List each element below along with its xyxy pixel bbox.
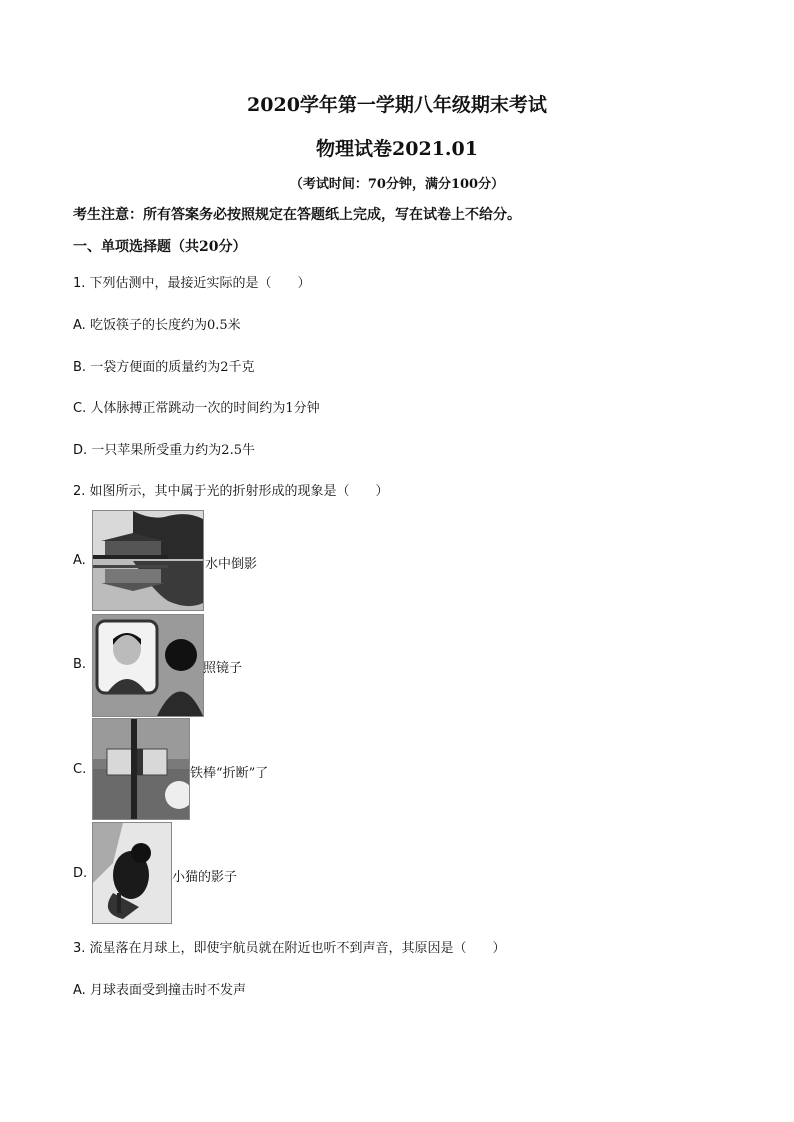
mirror-image (92, 614, 204, 717)
question-2-option-a-letter: A. (73, 553, 86, 568)
option-d-caption: 小猫的影子 (172, 870, 238, 885)
pavilion-reflection-image (92, 510, 204, 611)
exam-duration-info: （考试时间：70分钟，满分100分） (289, 177, 505, 192)
question-3-option-a (73, 979, 246, 998)
bent-rod-image (92, 718, 190, 820)
option-text: 月球表面受到撞击时不发声 (89, 983, 246, 998)
option-text: 人体脉搏正常跳动一次的时间约为1分钟 (90, 401, 320, 416)
candidate-notice: 考生注意：所有答案务必按照规定在答题纸上完成，写在试卷上不给分。 (73, 207, 521, 223)
question-1-option-d (73, 439, 255, 458)
option-b-caption: 照镜子 (203, 661, 243, 676)
question-3-stem (73, 937, 506, 956)
exam-title: 2020学年第一学期八年级期末考试 (247, 94, 547, 116)
option-c-caption: 铁棒“折断”了 (190, 766, 269, 781)
option-text: 一只苹果所受重力约为2.5牛 (91, 443, 255, 458)
question-2-option-c-letter: C. (73, 762, 87, 777)
question-1-option-a (73, 314, 241, 333)
question-1-stem (73, 272, 311, 291)
question-number: 2. (73, 484, 86, 499)
option-a-caption: 水中倒影 (205, 557, 258, 572)
question-2-stem (73, 480, 389, 499)
question-2-option-d-letter: D. (73, 866, 88, 881)
question-2-option-b-letter: B. (73, 657, 87, 672)
option-letter: A. (73, 318, 86, 333)
section-title: 一、单项选择题（共20分） (73, 239, 247, 255)
exam-subject-title: 物理试卷2021.01 (316, 138, 478, 160)
question-text: 如图所示，其中属于光的折射形成的现象是（ ） (89, 484, 389, 499)
question-text: 下列估测中，最接近实际的是（ ） (89, 276, 311, 291)
question-number: 1. (73, 276, 86, 291)
option-letter: B. (73, 360, 87, 375)
option-letter: A. (73, 983, 86, 998)
option-letter: C. (73, 401, 87, 416)
option-text: 吃饭筷子的长度约为0.5米 (89, 318, 241, 333)
option-letter: D. (73, 443, 88, 458)
cat-shadow-image (92, 822, 172, 924)
question-number: 3. (73, 941, 86, 956)
option-text: 一袋方便面的质量约为2千克 (90, 360, 255, 375)
question-1-option-b (73, 356, 254, 375)
question-1-option-c (73, 397, 320, 416)
question-text: 流星落在月球上，即使宇航员就在附近也听不到声音，其原因是（ ） (89, 941, 506, 956)
